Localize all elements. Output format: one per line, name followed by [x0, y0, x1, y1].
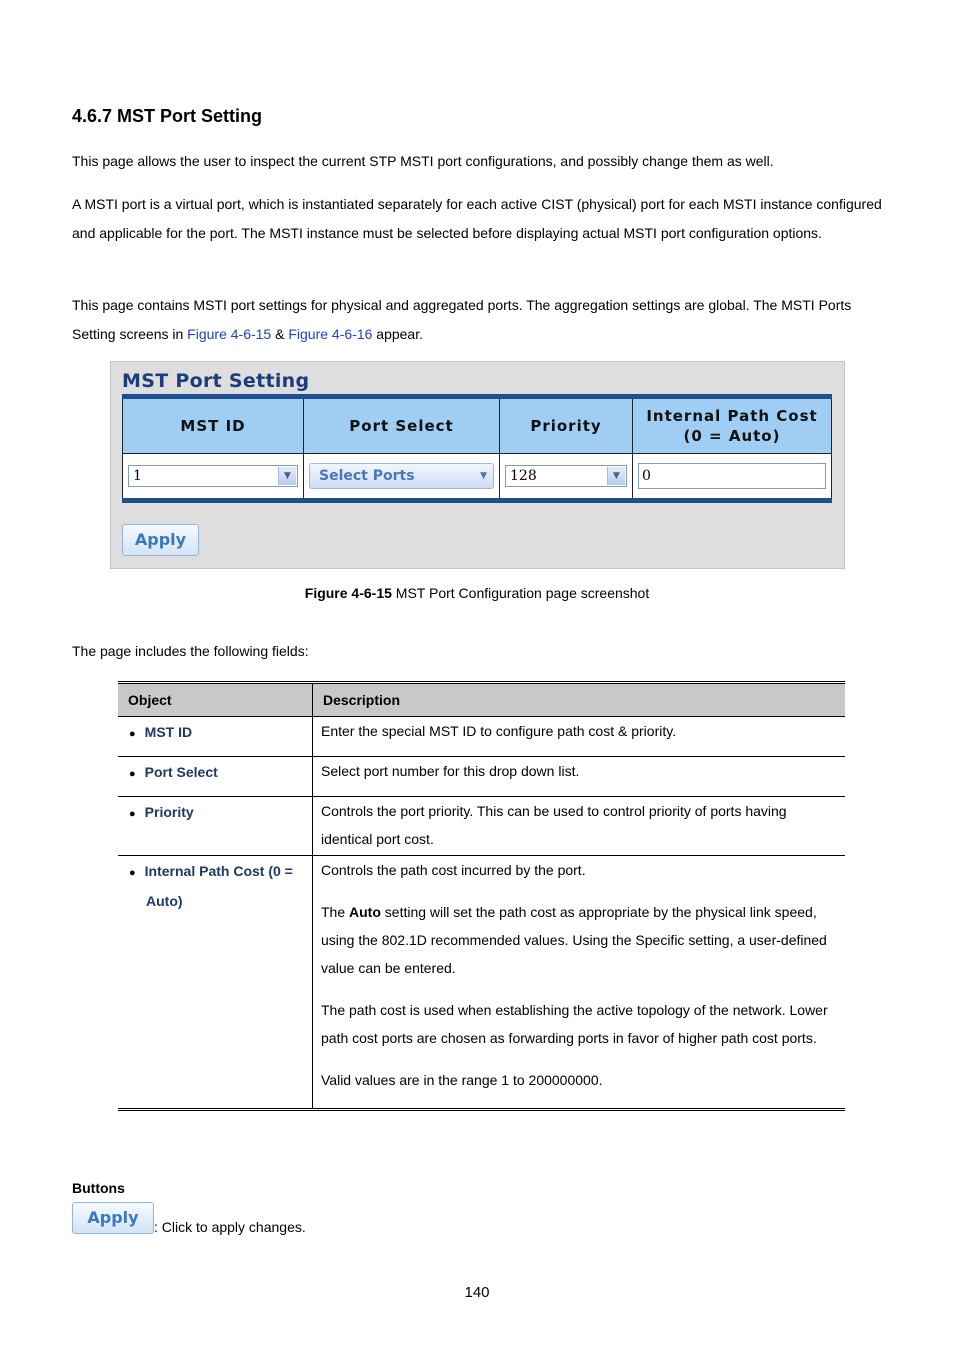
- header-cost-line2: (0 = Auto): [683, 427, 781, 445]
- bullet-icon: ●: [129, 768, 136, 780]
- apply-note: : Click to apply changes.: [154, 1219, 306, 1235]
- figure-caption: [0, 585, 954, 601]
- auto-keyword: Auto: [349, 904, 381, 920]
- port-select-dropdown[interactable]: [309, 463, 494, 489]
- cell-priority: [500, 454, 633, 501]
- settings-text: This page contains MSTI port settings for physical and aggregated ports. The aggregation settings are global. The MSTI Ports Setting screens in: [72, 297, 852, 342]
- chevron-down-icon[interactable]: ▼: [278, 467, 296, 485]
- description-topology-text: The path cost is used when establishing the active topology of the network. Lower path cost ports are chosen as forwarding ports in favor of higher path cost ports.: [321, 1002, 828, 1046]
- object-label-continued: Auto): [146, 893, 183, 909]
- header-internal-path-cost: [633, 397, 832, 454]
- mst-id-select[interactable]: [128, 465, 298, 487]
- header-mst-id: MST ID: [123, 397, 304, 454]
- object-cell: [118, 856, 313, 1110]
- table-row: [118, 717, 845, 757]
- object-cell: [118, 717, 313, 757]
- description-text: Controls the port priority. This can be used to control priority of ports having identical port cost.: [321, 803, 787, 847]
- description-text: Select port number for this drop down list.: [321, 763, 580, 779]
- table-row: [118, 757, 845, 797]
- caption-label: Figure 4-6-15: [304, 585, 392, 601]
- description-cell: [313, 717, 846, 757]
- figure-link-4-6-15[interactable]: Figure 4-6-15: [187, 326, 272, 342]
- mst-id-value: 1: [133, 468, 142, 484]
- section-heading: 4.6.7 MST Port Setting: [72, 106, 263, 126]
- bullet-icon: ●: [129, 867, 136, 879]
- bullet-icon: ●: [129, 808, 136, 820]
- object-label: Internal Path Cost (0 =: [144, 863, 293, 879]
- description-cell: [313, 856, 846, 1110]
- internal-path-cost-input[interactable]: 0: [638, 463, 826, 489]
- object-cell: [118, 757, 313, 797]
- fields-table: [118, 681, 845, 1111]
- apply-button[interactable]: Apply: [122, 524, 199, 556]
- caption-text: MST Port Configuration page screenshot: [391, 585, 650, 601]
- cell-port-select: [304, 454, 500, 501]
- priority-select[interactable]: [505, 465, 627, 487]
- description-cell: [313, 797, 846, 856]
- object-label: MST ID: [144, 724, 193, 740]
- mst-port-setting-screenshot: [110, 361, 845, 569]
- screenshot-title: MST Port Setting: [122, 370, 310, 392]
- page-number: 140: [464, 1284, 490, 1301]
- cell-internal-path-cost: [633, 454, 832, 501]
- description-cell: [313, 757, 846, 797]
- settings-paragraph: [72, 291, 887, 349]
- column-description: Description: [313, 683, 846, 717]
- column-object: Object: [118, 683, 313, 717]
- bullet-icon: ●: [129, 728, 136, 740]
- msti-port-paragraph: A MSTI port is a virtual port, which is instantiated separately for each active CIST (physical) port for each MSTI instance configured and applicable for the port. The MSTI instance must be selected before displaying actual MSTI port configuration options.: [72, 196, 882, 241]
- mst-port-setting-form: [122, 394, 832, 503]
- object-label: Priority: [144, 804, 194, 820]
- header-priority: Priority: [500, 397, 633, 454]
- ampersand: &: [271, 326, 289, 342]
- table-row: [118, 856, 845, 1110]
- auto-text-post: setting will set the path cost as appropriate by the physical link speed, using the 802.1D recommended values. Using the Specific setting, a user-defined value can be entered.: [321, 904, 827, 976]
- intro-paragraph: This page allows the user to inspect the current STP MSTI port configurations, and possibly change them as well.: [72, 153, 774, 169]
- header-cost-line1: Internal Path Cost: [646, 407, 818, 425]
- table-row: [118, 797, 845, 856]
- object-label: Port Select: [144, 764, 218, 780]
- object-cell: [118, 797, 313, 856]
- caret-down-icon: ▼: [480, 471, 487, 481]
- description-auto-text: [321, 898, 837, 982]
- cell-mst-id: [123, 454, 304, 501]
- port-select-label: Select Ports: [319, 468, 415, 484]
- buttons-heading: Buttons: [72, 1180, 125, 1196]
- priority-value: 128: [510, 468, 537, 484]
- description-text: Controls the path cost incurred by the port.: [321, 862, 586, 878]
- figure-link-4-6-16[interactable]: Figure 4-6-16: [288, 326, 373, 342]
- auto-text-pre: The: [321, 904, 350, 920]
- apply-button-example[interactable]: Apply: [72, 1202, 154, 1234]
- description-range-text: Valid values are in the range 1 to 200000000.: [321, 1072, 603, 1088]
- chevron-down-icon[interactable]: ▼: [607, 467, 625, 485]
- description-text: Enter the special MST ID to configure path cost & priority.: [321, 723, 677, 739]
- fields-intro: The page includes the following fields:: [72, 643, 309, 659]
- header-port-select: Port Select: [304, 397, 500, 454]
- settings-text-end: appear.: [372, 326, 423, 342]
